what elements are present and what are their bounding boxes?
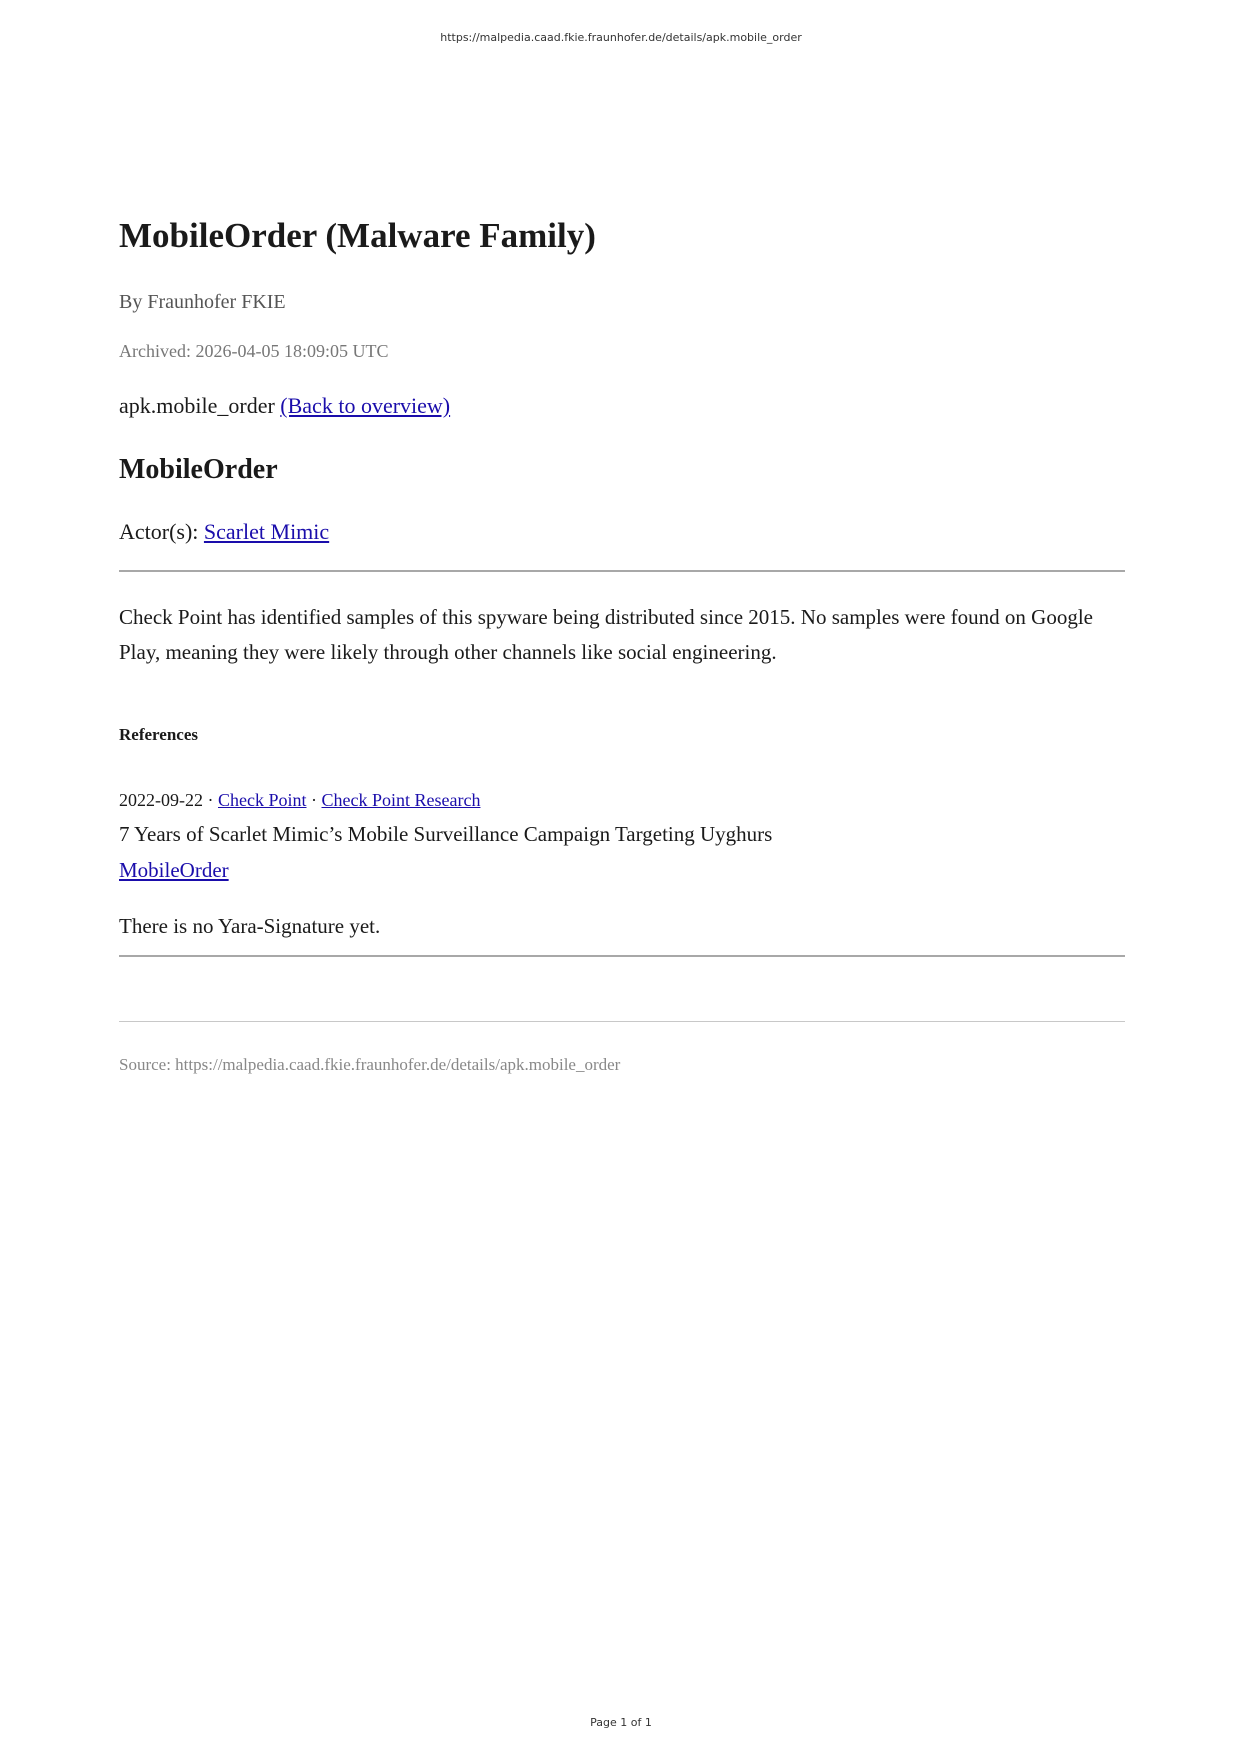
family-identifier-line bbox=[119, 392, 450, 420]
reference-organization-link[interactable]: Check Point bbox=[218, 790, 307, 810]
divider-top bbox=[119, 570, 1125, 572]
family-description: Check Point has identified samples of this spyware being distributed since 2015. No samples were found on Google Play, meaning they were likely through other channels like social engineering. bbox=[119, 605, 1093, 664]
byline: By Fraunhofer FKIE bbox=[119, 291, 286, 313]
divider-bottom bbox=[119, 955, 1125, 957]
back-to-overview-link[interactable]: (Back to overview) bbox=[280, 393, 451, 418]
reference-title: 7 Years of Scarlet Mimic’s Mobile Surveillance Campaign Targeting Uyghurs bbox=[119, 822, 773, 846]
reference-author-link[interactable]: Check Point Research bbox=[321, 790, 481, 810]
reference-tag-line bbox=[119, 856, 229, 884]
actors-line bbox=[119, 518, 329, 546]
print-header-url: https://malpedia.caad.fkie.fraunhofer.de/details/apk.mobile_order bbox=[440, 31, 802, 44]
page-title: MobileOrder (Malware Family) bbox=[119, 216, 596, 255]
actors-label: Actor(s): bbox=[119, 519, 199, 544]
family-identifier: apk.mobile_order bbox=[119, 393, 275, 418]
source-url: Source: https://malpedia.caad.fkie.fraunhofer.de/details/apk.mobile_order bbox=[119, 1055, 621, 1074]
reference-tag-link[interactable]: MobileOrder bbox=[119, 858, 229, 882]
reference-separator: · bbox=[311, 790, 317, 810]
reference-separator: · bbox=[207, 790, 214, 810]
page-number: Page 1 of 1 bbox=[590, 1716, 652, 1729]
references-heading: References bbox=[119, 725, 198, 744]
archived-timestamp: Archived: 2026-04-05 18:09:05 UTC bbox=[119, 341, 389, 361]
reference-date: 2022-09-22 bbox=[119, 790, 203, 810]
actor-link-scarlet-mimic[interactable]: Scarlet Mimic bbox=[203, 519, 330, 544]
source-divider bbox=[119, 1021, 1125, 1022]
family-heading: MobileOrder bbox=[119, 454, 278, 485]
yara-status: There is no Yara-Signature yet. bbox=[119, 914, 381, 938]
reference-meta bbox=[119, 788, 480, 812]
